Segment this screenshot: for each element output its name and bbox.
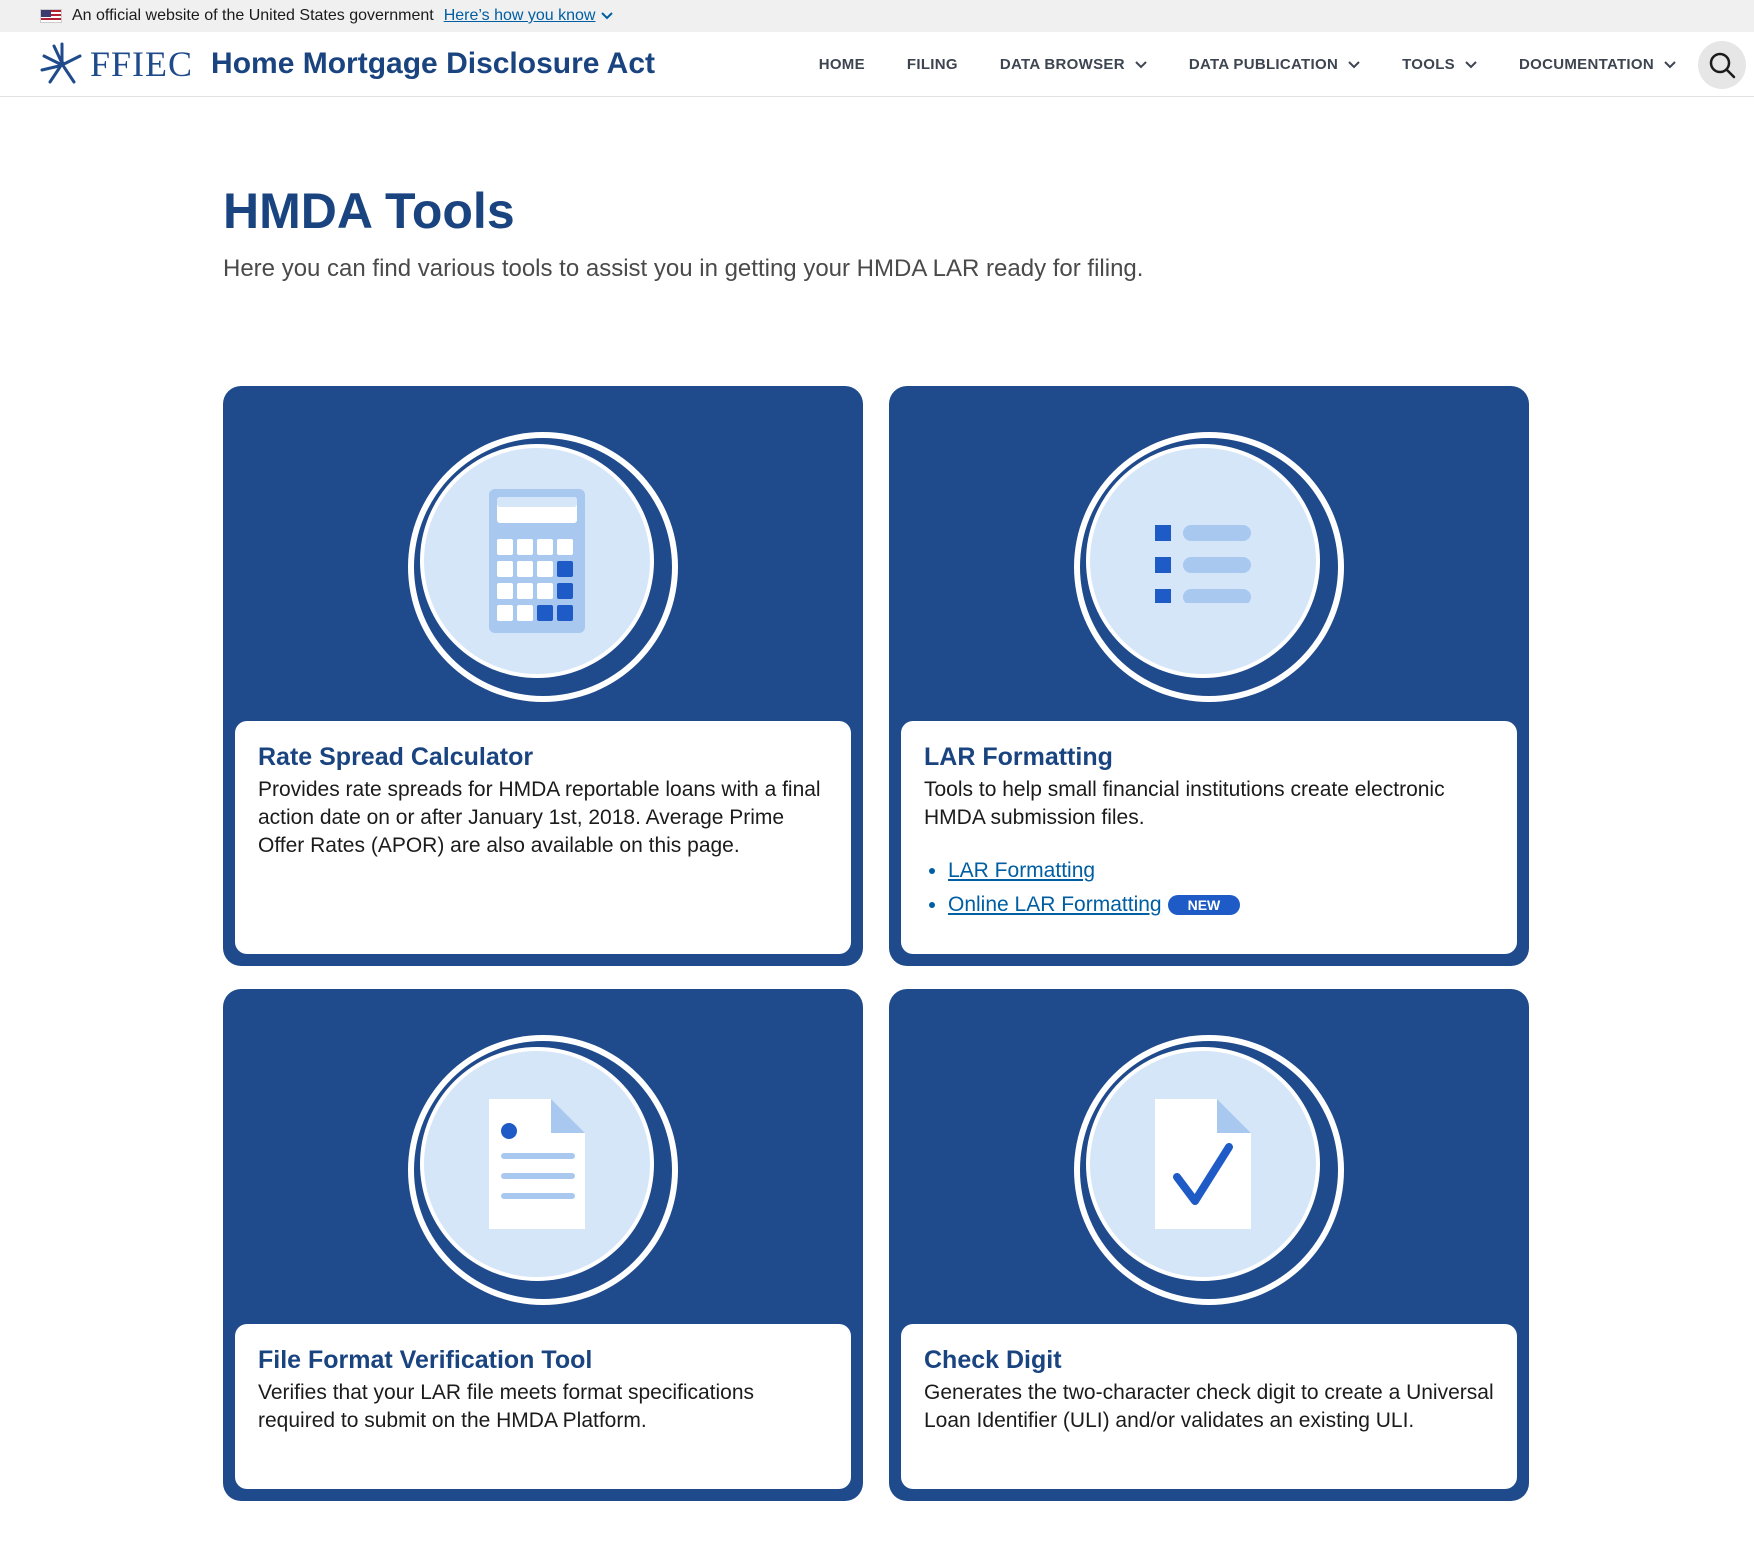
card-body <box>901 1324 1517 1489</box>
icon-ring <box>408 1035 678 1305</box>
nav-data-publication[interactable] <box>1189 56 1360 73</box>
nav-tools[interactable] <box>1402 56 1477 73</box>
document-icon <box>489 1099 585 1229</box>
calculator-icon <box>489 489 585 633</box>
nav-documentation-label: DOCUMENTATION <box>1519 56 1654 73</box>
ffiec-logo[interactable] <box>40 42 655 86</box>
search-button[interactable] <box>1698 41 1746 89</box>
us-flag-icon <box>40 9 62 23</box>
gov-banner <box>0 0 1754 32</box>
card-visual <box>223 989 863 1324</box>
site-header <box>0 32 1754 97</box>
page-title: HMDA Tools <box>223 183 515 239</box>
card-body <box>901 721 1517 954</box>
nav-data-publication-label: DATA PUBLICATION <box>1188 56 1339 73</box>
icon-ring <box>1074 1035 1344 1305</box>
tool-card-check-digit[interactable] <box>889 989 1529 1501</box>
nav-data-browser-label: DATA BROWSER <box>999 56 1125 73</box>
card-description: Generates the two-character check digit to create a Universal Loan Identifier (ULI) and/or validates an existing ULI. <box>924 1381 1494 1432</box>
nav-tools-label: TOOLS <box>1402 56 1455 73</box>
nav-home[interactable] <box>819 56 865 73</box>
card-visual <box>223 386 863 721</box>
chevron-down-icon <box>1348 61 1360 69</box>
tool-card-file-format-verification[interactable] <box>223 989 863 1501</box>
page-subtitle: Here you can find various tools to assist you in getting your HMDA LAR ready for filing. <box>223 255 1144 282</box>
card-title-link[interactable]: File Format Verification Tool <box>258 1346 593 1374</box>
tool-card-lar-formatting <box>889 386 1529 966</box>
card-description: Provides rate spreads for HMDA reportable loans with a final action date on or after January 1st, 2018. Average Prime Offer Rates (APOR) are also available on this page. <box>258 778 821 857</box>
document-check-icon <box>1155 1099 1251 1229</box>
nav-home-label: HOME <box>818 56 865 73</box>
online-lar-formatting-link[interactable]: Online LAR Formatting <box>948 893 1162 916</box>
ffiec-star-icon <box>40 42 84 86</box>
chevron-down-icon <box>1135 61 1147 69</box>
card-description: Verifies that your LAR file meets format specifications required to submit on the HMDA Platform. <box>258 1381 755 1432</box>
site-title: Home Mortgage Disclosure Act <box>211 47 656 80</box>
tool-card-rate-spread[interactable] <box>223 386 863 966</box>
nav-documentation[interactable] <box>1519 56 1676 73</box>
chevron-down-icon <box>601 12 613 20</box>
card-title-link[interactable]: LAR Formatting <box>924 743 1113 771</box>
main-nav <box>819 32 1746 97</box>
card-body <box>235 1324 851 1489</box>
list-item <box>948 854 1494 888</box>
search-icon <box>1708 51 1736 79</box>
logo-text: FFIEC <box>90 44 194 84</box>
chevron-down-icon <box>1664 61 1676 69</box>
card-visual <box>889 386 1529 721</box>
icon-ring <box>408 432 678 702</box>
card-title-link[interactable]: Check Digit <box>924 1346 1062 1374</box>
nav-filing-label: FILING <box>906 56 958 73</box>
how-you-know-label: Here’s how you know <box>443 7 596 24</box>
card-body <box>235 721 851 954</box>
nav-filing[interactable] <box>907 56 958 73</box>
nav-data-browser[interactable] <box>1000 56 1147 73</box>
how-you-know-link[interactable] <box>444 7 614 25</box>
card-description: Tools to help small financial institutions create electronic HMDA submission files. <box>924 778 1445 829</box>
card-title-link[interactable]: Rate Spread Calculator <box>258 743 534 771</box>
lar-formatting-link[interactable]: LAR Formatting <box>948 859 1096 882</box>
list-icon <box>1155 519 1251 603</box>
gov-banner-text: An official website of the United States government <box>72 7 434 24</box>
new-badge: NEW <box>1168 895 1241 915</box>
icon-ring <box>1074 432 1344 702</box>
chevron-down-icon <box>1465 61 1477 69</box>
list-item <box>948 888 1494 922</box>
card-visual <box>889 989 1529 1324</box>
card-link-list <box>924 854 1494 922</box>
